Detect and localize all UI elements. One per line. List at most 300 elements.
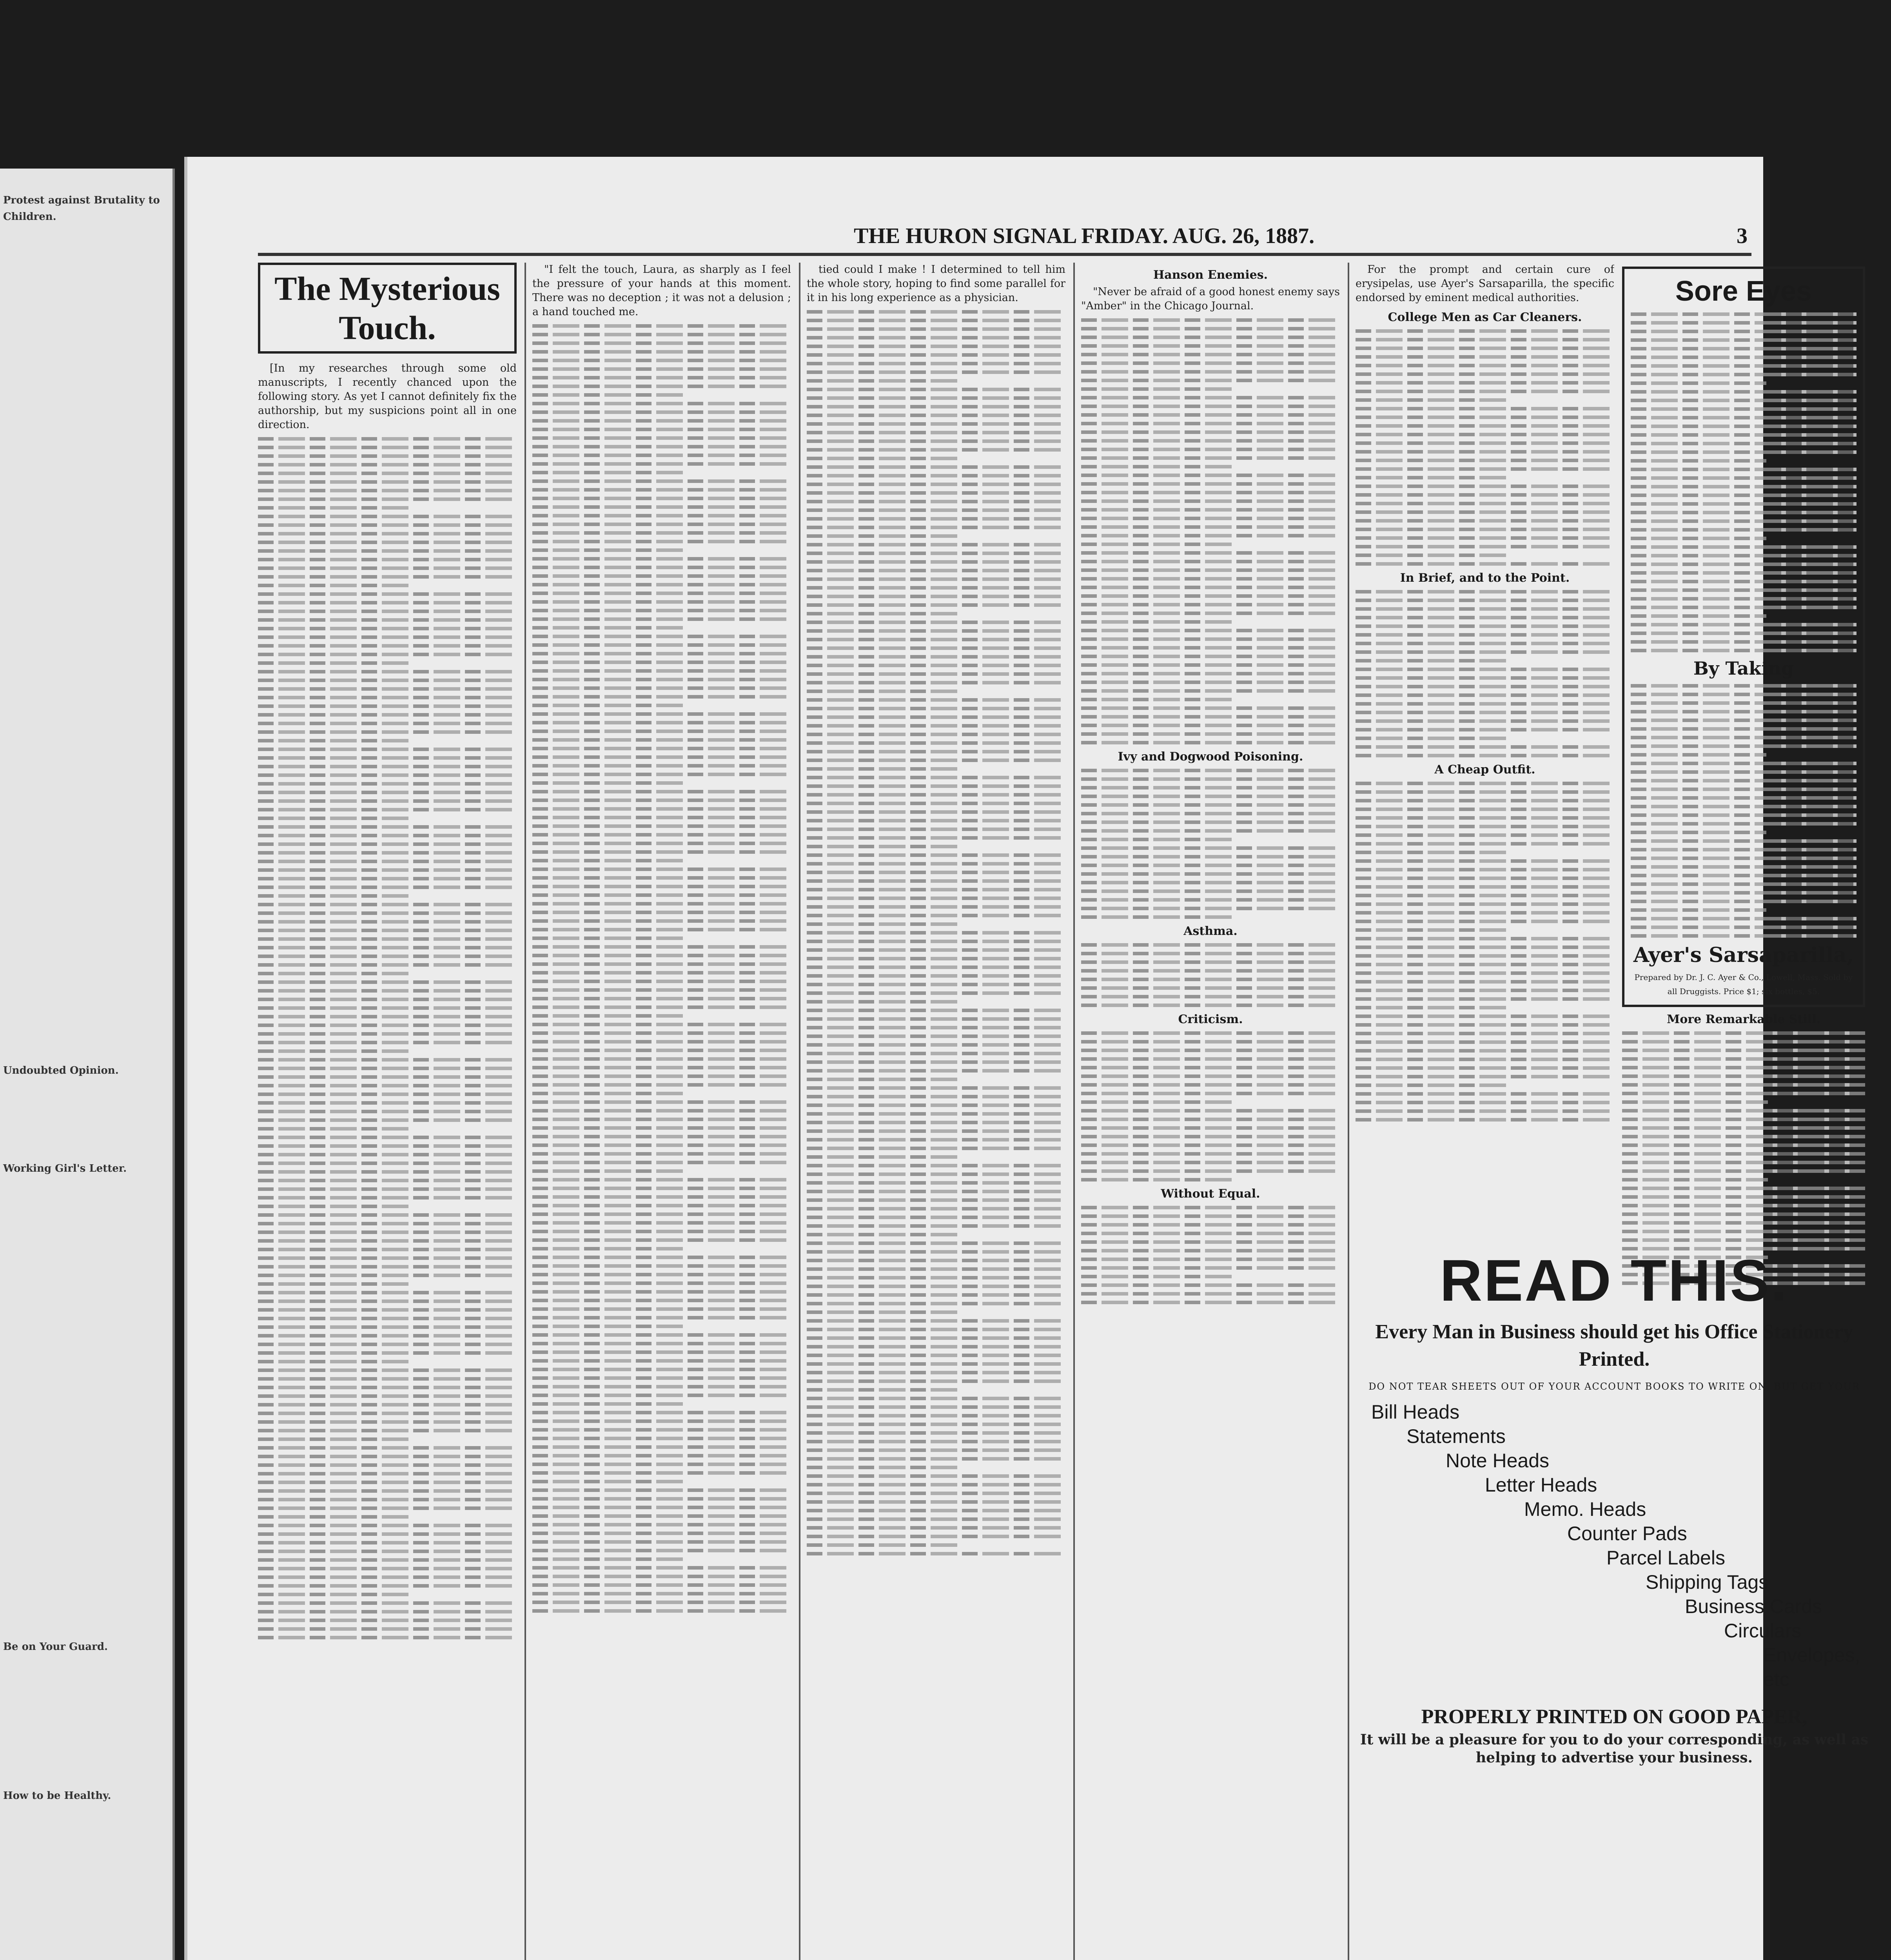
- body-text: [1081, 1206, 1340, 1304]
- text-line: [1081, 525, 1340, 529]
- story-title: The Mysterious Touch.: [258, 263, 517, 354]
- text-line: [807, 500, 1065, 503]
- text-line: [807, 353, 1065, 357]
- text-line: [807, 474, 1065, 477]
- text-line: [807, 569, 1065, 572]
- text-line: [807, 1086, 1065, 1090]
- text-line: [1356, 928, 1511, 932]
- text-line: [1356, 980, 1614, 984]
- text-line: [1356, 851, 1511, 854]
- text-line: [807, 345, 1065, 348]
- body-text: [1081, 318, 1340, 744]
- text-line: [807, 836, 1065, 840]
- text-line: [532, 1342, 791, 1345]
- text-line: [807, 1319, 1065, 1323]
- text-line: [807, 1285, 1065, 1288]
- text-line: [258, 722, 517, 725]
- text-line: [258, 1196, 517, 1200]
- text-line: [1631, 684, 1857, 688]
- text-line: [532, 367, 791, 371]
- text-line: [258, 601, 517, 604]
- text-line: [532, 393, 688, 397]
- text-line: [1631, 865, 1857, 869]
- text-line: [258, 920, 517, 924]
- text-line: [532, 376, 791, 379]
- text-line: [1081, 405, 1340, 408]
- text-line: [1622, 1109, 1865, 1112]
- text-line: [1081, 560, 1340, 563]
- text-line: [1081, 1152, 1340, 1156]
- text-line: [807, 431, 1065, 434]
- text-line: [258, 644, 517, 648]
- text-line: [1356, 971, 1614, 975]
- text-line: [258, 1532, 517, 1536]
- text-line: [532, 824, 791, 828]
- text-line: [532, 721, 791, 724]
- text-line: [532, 462, 791, 466]
- text-line: [807, 1466, 962, 1469]
- text-line: [807, 491, 1065, 495]
- text-line: [532, 1385, 791, 1388]
- text-line: [1081, 318, 1340, 322]
- text-line: [1081, 1066, 1340, 1069]
- text-line: [532, 1601, 791, 1604]
- text-line: [532, 592, 791, 595]
- masthead-rule: [258, 253, 1751, 256]
- text-line: [258, 782, 517, 786]
- text-line: [1081, 672, 1340, 675]
- text-line: [258, 1498, 517, 1501]
- text-line: [532, 436, 791, 440]
- text-line: [258, 463, 517, 466]
- text-line: [1081, 769, 1340, 772]
- text-line: [1081, 855, 1340, 858]
- text-line: [1356, 728, 1614, 731]
- text-line: [1081, 336, 1340, 339]
- text-line: [1081, 491, 1340, 494]
- text-line: [532, 928, 791, 931]
- text-line: [532, 1316, 791, 1319]
- text-line: [532, 1023, 791, 1026]
- text-line: [258, 1593, 413, 1596]
- text-line: [258, 739, 413, 742]
- text-line: [1081, 629, 1340, 632]
- text-line: [807, 439, 1065, 443]
- text-line: [258, 911, 517, 915]
- text-line: [1081, 838, 1236, 841]
- text-line: [1081, 586, 1340, 589]
- text-line: [1356, 1014, 1614, 1018]
- text-line: [1631, 926, 1857, 929]
- text-line: [532, 893, 791, 897]
- text-line: [532, 1195, 791, 1199]
- text-line: [532, 876, 791, 880]
- text-line: [1081, 829, 1340, 833]
- text-line: [532, 1480, 688, 1483]
- text-line: [1631, 554, 1857, 557]
- text-line: [1081, 1074, 1340, 1078]
- text-line: [1356, 799, 1614, 802]
- text-line: [532, 1256, 791, 1259]
- text-line: [1631, 450, 1857, 454]
- section-heading: More Remarkable Still.: [1667, 1013, 1820, 1026]
- text-line: [532, 574, 791, 578]
- text-line: [1081, 812, 1340, 815]
- text-line: [807, 1457, 1065, 1461]
- text-line: [1081, 978, 1340, 981]
- text-line: [532, 600, 791, 604]
- text-line: [807, 1500, 1065, 1504]
- newspaper-page: [184, 157, 1869, 1960]
- text-line: [258, 1015, 517, 1018]
- text-line: [258, 1075, 517, 1079]
- text-line: [258, 1515, 413, 1519]
- text-line: [1631, 476, 1857, 480]
- text-line: [807, 1000, 962, 1004]
- text-line: [258, 1584, 517, 1588]
- text-line: [807, 560, 1065, 564]
- text-line: [1081, 370, 1340, 374]
- text-line: [532, 885, 791, 888]
- text-line: [1356, 693, 1614, 697]
- text-line: [1622, 1187, 1865, 1190]
- text-line: [258, 592, 517, 596]
- text-line: [258, 929, 517, 932]
- text-line: [258, 1429, 517, 1432]
- text-line: [258, 446, 517, 449]
- text-line: [1081, 439, 1340, 443]
- text-line: [532, 1273, 791, 1276]
- text-line: [1081, 430, 1340, 434]
- text-line: [1081, 898, 1340, 902]
- text-line: [807, 1026, 1065, 1029]
- text-line: [1356, 877, 1614, 880]
- text-line: [1631, 614, 1766, 618]
- strip-heading: Working Girl's Letter.: [3, 1163, 127, 1174]
- text-line: [1081, 969, 1340, 973]
- text-line: [258, 1118, 517, 1122]
- ad-item: Counter Pads: [1567, 1523, 1687, 1544]
- text-line: [1081, 456, 1340, 460]
- text-line: [1631, 425, 1857, 428]
- text-line: [532, 1333, 791, 1337]
- text-line: [807, 1310, 962, 1314]
- text-line: [258, 1463, 517, 1467]
- text-line: [1081, 517, 1340, 520]
- text-line: [258, 679, 517, 682]
- text-line: [1081, 1206, 1340, 1209]
- text-line: [1356, 1101, 1614, 1104]
- text-line: [1081, 482, 1340, 486]
- text-line: [1081, 995, 1340, 998]
- text-line: [258, 1575, 517, 1579]
- text-line: [1081, 646, 1340, 650]
- text-line: [1356, 476, 1511, 479]
- text-line: [1081, 915, 1236, 919]
- text-line: [1356, 676, 1614, 680]
- text-line: [807, 1492, 1065, 1495]
- text-line: [532, 755, 791, 759]
- text-line: [1631, 719, 1857, 722]
- text-line: [1631, 338, 1857, 342]
- text-line: [532, 1549, 791, 1552]
- text-line: [258, 627, 517, 630]
- text-line: [807, 845, 962, 848]
- text-line: [1622, 1169, 1865, 1173]
- text-line: [807, 672, 1065, 676]
- text-line: [807, 957, 1065, 960]
- ad-notice: DO NOT TEAR SHEETS OUT OF YOUR ACCOUNT BOOKS TO WRITE ON, BUT GET YOUR: [1368, 1381, 1860, 1392]
- text-line: [1081, 534, 1340, 537]
- text-line: [258, 1386, 517, 1389]
- text-line: [532, 1566, 791, 1570]
- text-line: [807, 931, 1065, 935]
- column-4: [1081, 263, 1340, 1960]
- text-line: [1356, 545, 1614, 548]
- text-line: [258, 575, 517, 579]
- text-line: [1356, 381, 1614, 385]
- text-line: [1622, 1100, 1768, 1104]
- text-line: [807, 897, 1065, 900]
- text-line: [1081, 465, 1236, 468]
- text-line: [532, 1532, 791, 1535]
- text-line: [1356, 616, 1614, 619]
- text-line: [532, 773, 791, 776]
- text-line: [1631, 917, 1857, 920]
- text-line: [532, 1307, 791, 1311]
- text-line: [1356, 997, 1614, 1001]
- text-line: [807, 465, 1065, 469]
- text-line: [807, 888, 1065, 891]
- text-line: [258, 756, 517, 760]
- text-line: [532, 445, 791, 448]
- text-line: [258, 532, 517, 535]
- text-line: [807, 483, 1065, 486]
- text-line: [1631, 588, 1857, 592]
- text-line: [258, 877, 517, 880]
- text-line: [1356, 1049, 1614, 1053]
- text-line: [1631, 468, 1857, 471]
- text-line: [258, 618, 517, 622]
- text-line: [532, 1419, 791, 1423]
- text-line: [258, 661, 413, 665]
- text-line: [532, 1437, 791, 1440]
- text-line: [532, 523, 791, 526]
- text-line: [258, 1627, 517, 1631]
- stationery-ad-1: [1356, 1239, 1873, 1960]
- text-line: [1081, 448, 1340, 451]
- text-line: [1356, 633, 1614, 637]
- text-line: [532, 807, 791, 811]
- text-line: [258, 1308, 517, 1312]
- text-line: [532, 695, 791, 699]
- text-line: [1356, 782, 1614, 785]
- text-line: [258, 799, 517, 803]
- text-line: [1356, 424, 1614, 428]
- text-line: [258, 972, 413, 975]
- text-line: [1631, 528, 1857, 532]
- column-text: "I felt the touch, Laura, as sharply as I feel the pressure of your hands at this moment. There was no deception ; it was not a delusion ; a hand touched me.: [532, 263, 791, 318]
- text-line: [258, 773, 517, 777]
- text-line: [258, 1239, 517, 1243]
- section-heading: A Cheap Outfit.: [1434, 763, 1535, 777]
- text-line: [1631, 537, 1766, 540]
- text-line: [258, 1222, 517, 1225]
- text-line: [532, 566, 791, 569]
- text-line: [1081, 1126, 1340, 1130]
- text-line: [1631, 364, 1857, 368]
- text-line: [807, 914, 1065, 917]
- text-line: [532, 1471, 791, 1475]
- text-line: [1081, 846, 1340, 850]
- text-line: [807, 1302, 1065, 1305]
- text-line: [1081, 413, 1340, 417]
- text-line: [258, 1058, 517, 1062]
- text-line: [1631, 485, 1857, 488]
- text-line: [807, 974, 1065, 978]
- text-line: [1356, 1118, 1614, 1122]
- text-line: [532, 1118, 791, 1121]
- text-line: [532, 324, 791, 328]
- text-line: [258, 1049, 413, 1053]
- ad-subhead: By Taking: [1693, 658, 1794, 679]
- text-line: [1356, 528, 1614, 531]
- text-line: [258, 748, 517, 751]
- ad-footer-text: It will be a pleasure for you to do your corresponding, as well as helping to advertise your business.: [1360, 1731, 1869, 1766]
- text-line: [1081, 820, 1340, 824]
- text-line: [258, 1213, 517, 1217]
- text-line: [532, 1445, 791, 1449]
- text-line: [807, 1224, 1065, 1228]
- text-line: [258, 515, 517, 518]
- text-line: [1356, 562, 1614, 566]
- text-line: [1631, 693, 1857, 696]
- text-line: [1622, 1074, 1865, 1078]
- text-line: [258, 1317, 517, 1320]
- text-line: [807, 707, 1065, 710]
- text-line: [532, 341, 791, 345]
- text-line: [1631, 407, 1857, 411]
- text-line: [807, 793, 1065, 797]
- text-line: [807, 828, 1065, 831]
- text-line: [1081, 1232, 1340, 1235]
- text-line: [1631, 459, 1766, 463]
- text-line: [1631, 744, 1857, 748]
- body-text: [258, 437, 517, 1639]
- text-line: [532, 479, 791, 483]
- text-line: [1356, 390, 1614, 393]
- text-line: [807, 1259, 1065, 1262]
- text-line: [1081, 1057, 1340, 1061]
- text-line: [258, 610, 517, 613]
- text-line: [1081, 663, 1340, 667]
- text-line: [1631, 839, 1857, 843]
- text-line: [1631, 442, 1857, 445]
- text-line: [807, 759, 1065, 762]
- text-line: [1631, 381, 1766, 385]
- text-line: [1631, 882, 1857, 886]
- text-line: [258, 1343, 517, 1346]
- text-line: [1081, 1083, 1340, 1087]
- text-line: [807, 1241, 1065, 1245]
- text-line: [258, 808, 517, 811]
- strip-heading: Protest against Brutality to Children.: [3, 194, 160, 223]
- text-line: [807, 586, 1065, 590]
- body-text: [1356, 782, 1614, 1122]
- text-line: [532, 531, 791, 535]
- text-line: [1631, 900, 1857, 903]
- text-line: [807, 319, 1065, 322]
- text-line: [1356, 502, 1614, 505]
- text-line: [532, 1592, 791, 1595]
- text-line: [1631, 321, 1857, 325]
- text-line: [258, 1161, 517, 1165]
- text-line: [807, 534, 962, 538]
- text-line: [1081, 706, 1340, 710]
- text-line: [532, 954, 791, 957]
- ad-item: Bill Heads: [1371, 1401, 1460, 1423]
- text-line: [807, 310, 1065, 314]
- text-line: [807, 517, 1065, 521]
- text-line: [532, 488, 791, 492]
- text-line: [532, 833, 791, 837]
- text-line: [258, 1187, 517, 1191]
- text-line: [807, 1181, 1065, 1185]
- text-line: [258, 497, 517, 501]
- text-line: [1081, 777, 1340, 781]
- text-line: [258, 1101, 517, 1105]
- text-line: [1081, 551, 1340, 555]
- text-line: [1356, 719, 1614, 723]
- column-3: [807, 263, 1065, 1960]
- text-line: [1622, 1230, 1865, 1233]
- body-text: [1081, 769, 1340, 919]
- text-line: [1081, 379, 1340, 382]
- text-line: [1631, 312, 1857, 316]
- text-line: [532, 454, 791, 457]
- masthead-title: THE HURON SIGNAL FRIDAY. AUG. 26, 1887.: [854, 224, 1315, 248]
- text-line: [1356, 825, 1614, 828]
- text-line: [258, 454, 517, 458]
- text-line: [807, 922, 962, 926]
- text-line: [1356, 510, 1614, 514]
- text-line: [807, 1354, 1065, 1357]
- text-line: [532, 1247, 688, 1250]
- text-line: [1081, 327, 1340, 330]
- text-line: [1081, 907, 1340, 910]
- text-line: [532, 635, 791, 638]
- text-line: [532, 471, 688, 474]
- text-line: [258, 704, 517, 708]
- text-line: [1081, 1100, 1236, 1104]
- text-line: [1631, 736, 1857, 739]
- text-line: [1356, 859, 1614, 863]
- body-text: [1081, 943, 1340, 1007]
- column-text: For the prompt and certain cure of erysipelas, use Ayer's Sarsaparilla, the specific endorsed by eminent medical authorities.: [1356, 263, 1614, 304]
- text-line: [1081, 353, 1340, 356]
- ad-item: Statements: [1406, 1425, 1506, 1447]
- text-line: [1622, 1135, 1865, 1138]
- text-line: [807, 1371, 1065, 1374]
- text-line: [807, 405, 1065, 408]
- text-line: [258, 1256, 517, 1260]
- ad-title: READ THIS.: [1439, 1247, 1789, 1313]
- text-line: [1356, 659, 1511, 662]
- text-line: [1356, 329, 1614, 333]
- text-line: [532, 1109, 791, 1112]
- text-line: [1631, 822, 1857, 826]
- text-line: [532, 652, 791, 655]
